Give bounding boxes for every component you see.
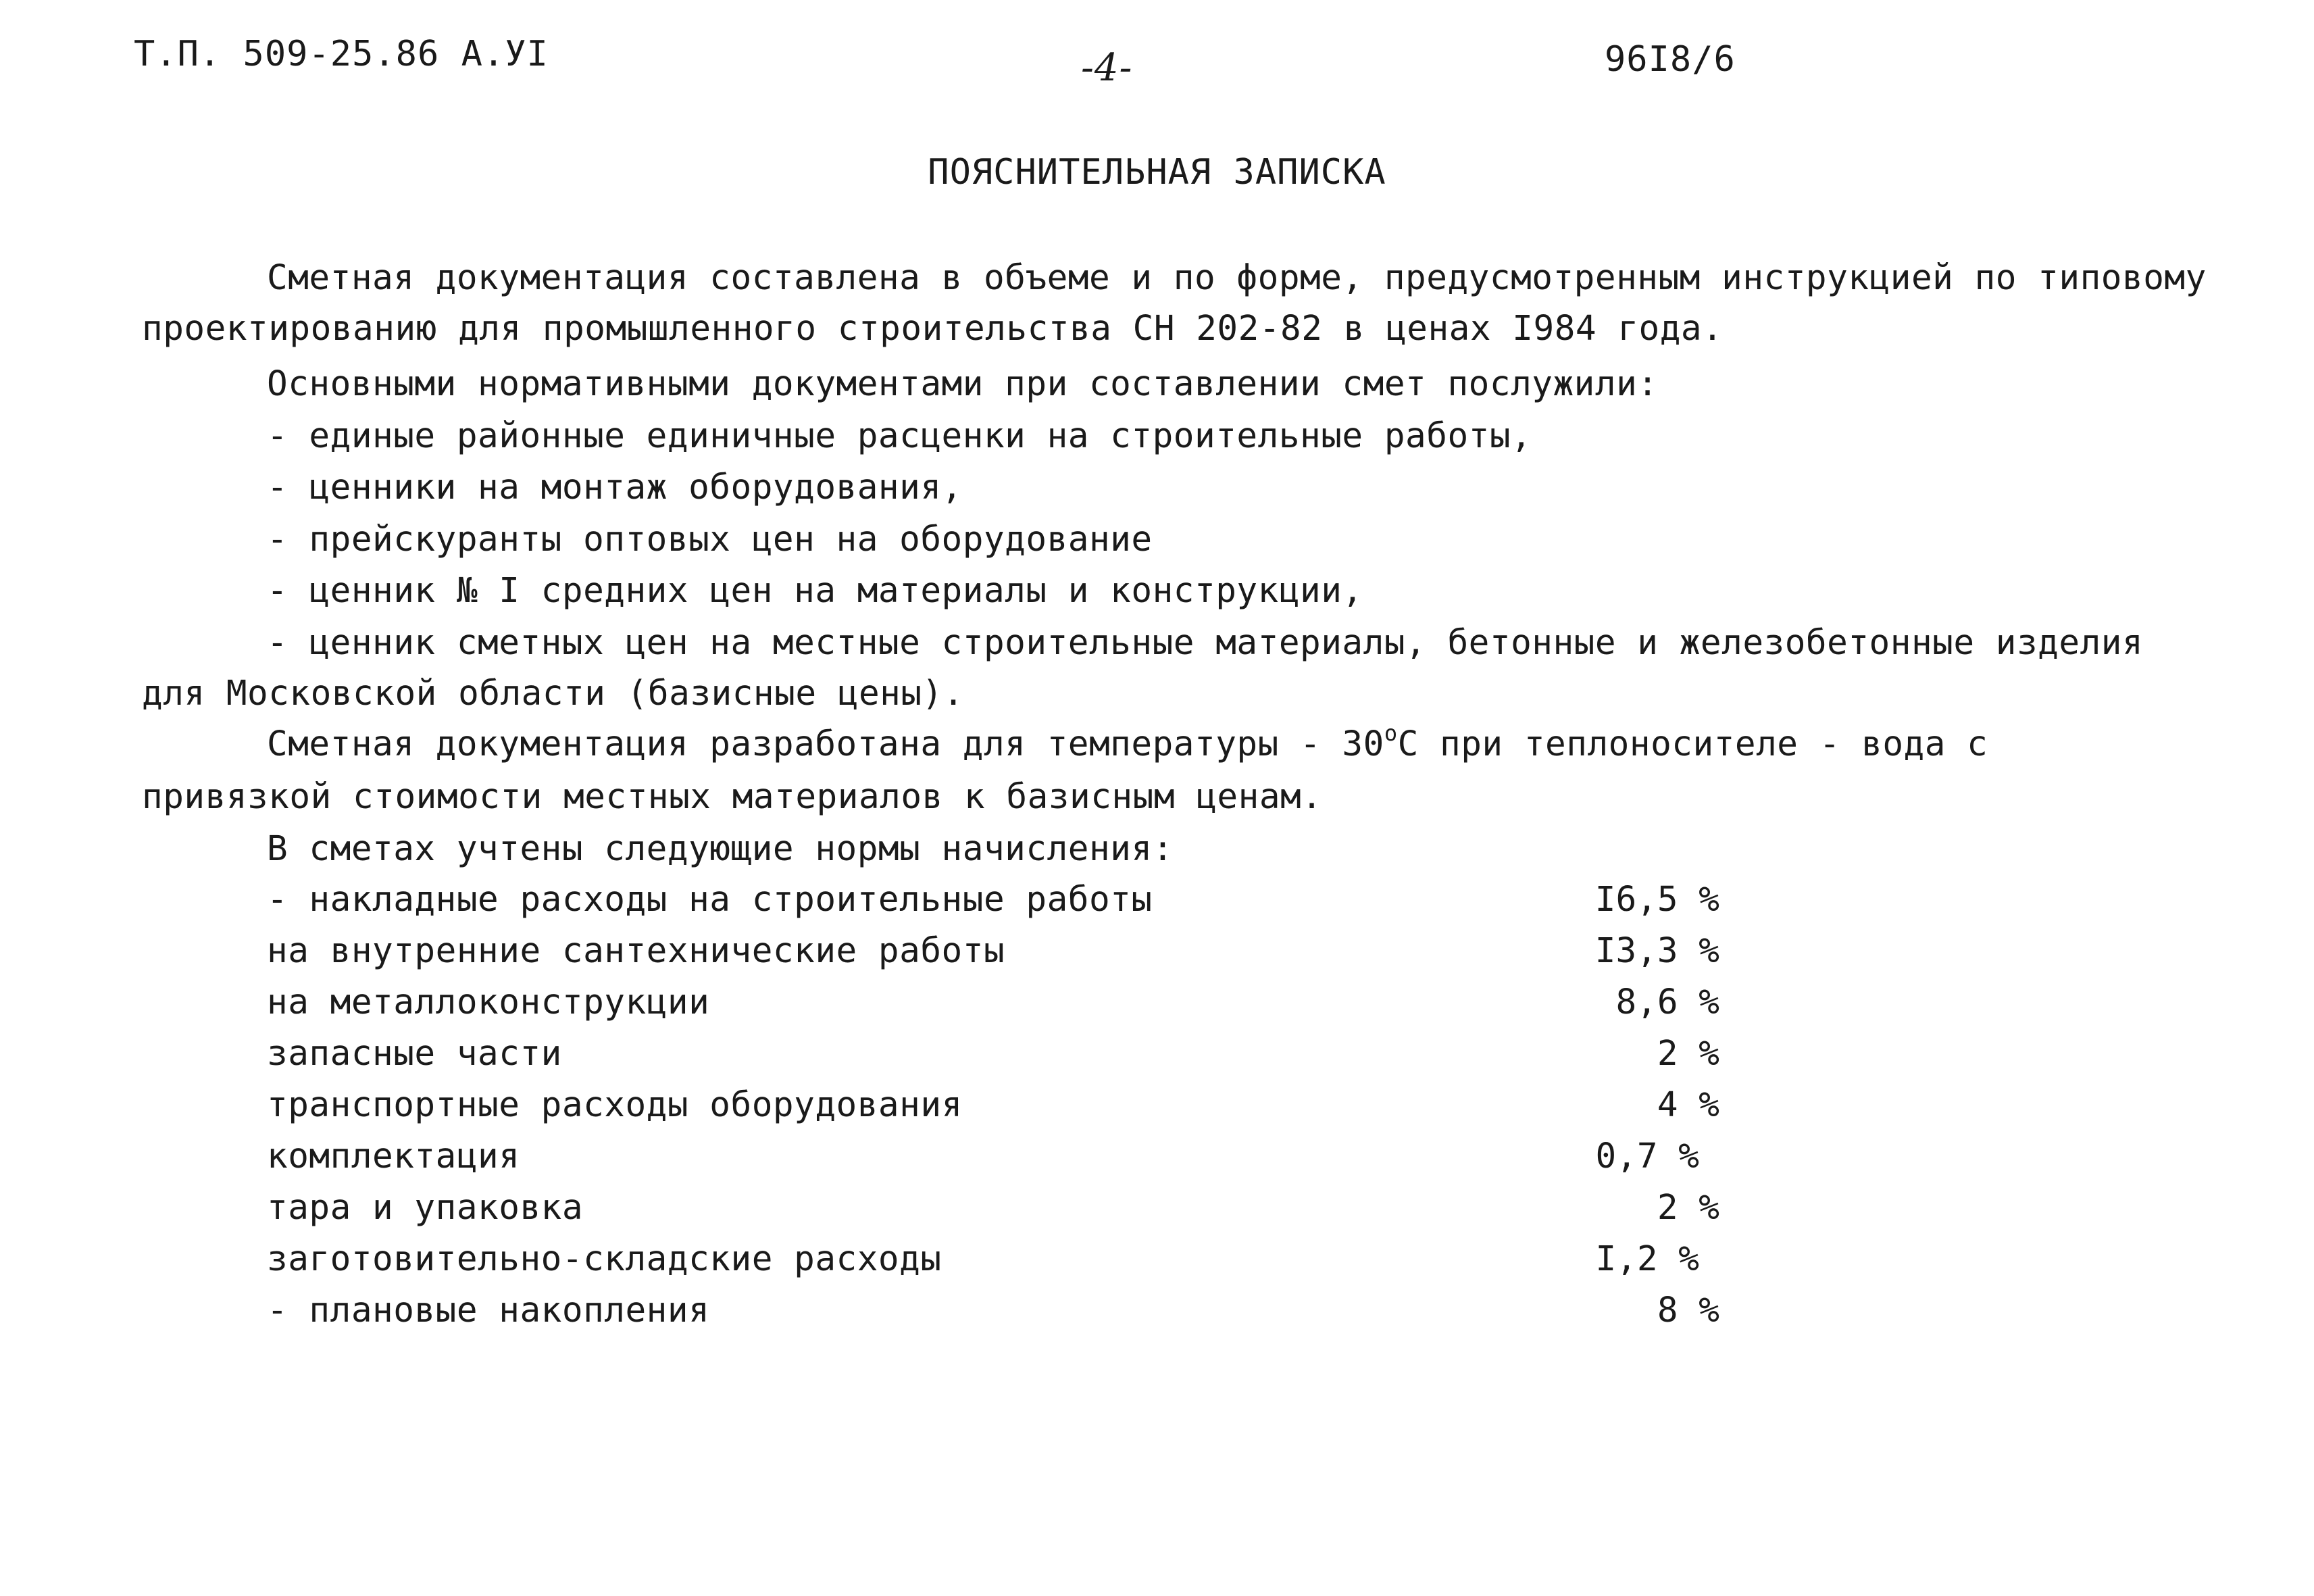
page-title: ПОЯСНИТЕЛЬНАЯ ЗАПИСКА xyxy=(928,152,1386,193)
rate-value: 2 % xyxy=(1657,1188,1719,1228)
list-item: - единые районные единичные расценки на строительные работы, xyxy=(267,416,1532,456)
rate-value: 2 % xyxy=(1657,1034,1719,1074)
rate-label: на внутренние сантехнические работы xyxy=(267,931,1005,971)
rate-label: - плановые накопления xyxy=(267,1291,710,1330)
paragraph-3-line-2: привязкой стоимости местных материалов к базисным ценам. xyxy=(142,777,1323,817)
rate-value: I,2 % xyxy=(1595,1239,1699,1279)
rate-label: тара и упаковка xyxy=(267,1188,584,1228)
rate-label: запасные части xyxy=(267,1034,562,1074)
rate-label: заготовительно-складские расходы xyxy=(267,1239,942,1279)
degree-sign: о xyxy=(1384,720,1398,746)
list-item: - прейскуранты оптовых цен на оборудование xyxy=(267,520,1153,559)
paragraph-3-line-1: Сметная документация разработана для температуры - $30^оС$ при теплоносителе - вода с xyxy=(267,720,1988,764)
page-number: -4- xyxy=(1081,46,1133,90)
rate-value: I3,3 % xyxy=(1594,931,1719,971)
list-item: - ценники на монтаж оборудования, xyxy=(267,468,963,507)
document-number: 96I8/6 xyxy=(1605,39,1736,80)
rate-value: 4 % xyxy=(1657,1085,1719,1125)
paragraph-4: В сметах учтены следующие нормы начисления: xyxy=(267,829,1174,869)
list-item: - ценник № I средних цен на материалы и конструкции, xyxy=(267,571,1363,611)
list-item: - ценник сметных цен на местные строительные материалы, бетонные и железобетонные изделия xyxy=(267,623,2144,663)
rate-value: 0,7 % xyxy=(1595,1137,1699,1176)
rate-value: I6,5 % xyxy=(1594,880,1719,920)
rate-label: - накладные расходы на строительные работы xyxy=(267,880,1153,920)
rate-value: 8,6 % xyxy=(1615,982,1719,1022)
rate-label: на металлоконструкции xyxy=(267,982,710,1022)
paragraph-1-line-1: Сметная документация составлена в объеме и по форме, предусмотренным инструкцией по типовому xyxy=(267,258,2207,298)
paragraph-1-line-2: проектированию для промышленного строительства СН 202-82 в ценах I984 года. xyxy=(142,309,1724,349)
rate-value: 8 % xyxy=(1657,1291,1719,1330)
list-item-continuation: для Московской области (базисные цены). xyxy=(142,674,964,714)
rate-label: комплектация xyxy=(267,1137,520,1176)
document-code: Т.П. 509-25.86 А.УI xyxy=(134,34,549,74)
rate-label: транспортные расходы оборудования xyxy=(267,1085,963,1125)
paragraph-2: Основными нормативными документами при составлении смет послужили: xyxy=(267,364,1659,404)
